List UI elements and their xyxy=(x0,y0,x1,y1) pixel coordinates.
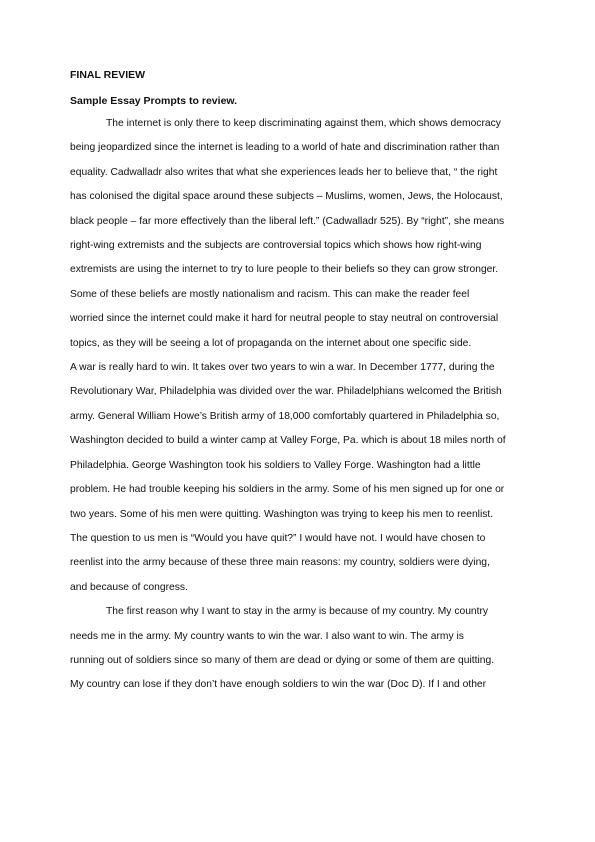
text-line: Some of these beliefs are mostly nationalism and racism. This can make the reader feel xyxy=(70,288,470,300)
text-line: needs me in the army. My country wants to win the war. I also want to win. The army is xyxy=(70,630,464,642)
text-line: The first reason why I want to stay in the army is because of my country. My country xyxy=(106,606,489,618)
text-line: Philadelphia. George Washington took his soldiers to Valley Forge. Washington had a little xyxy=(70,459,481,471)
text-line: reenlist into the army because of these three main reasons: my country, soldiers were dying, xyxy=(70,557,490,569)
text-line: right-wing extremists and the subjects are controversial topics which shows how right-wing xyxy=(70,240,482,252)
text-line: black people – far more effectively than the liberal left.” (Cadwalladr 525). By “right”, she means xyxy=(70,215,505,227)
text-line: My country can lose if they don’t have enough soldiers to win the war (Doc D). If I and other xyxy=(70,679,487,691)
essay-text xyxy=(70,112,530,698)
text-line: extremists are using the internet to try to lure people to their beliefs so they can grow stronger. xyxy=(70,264,499,276)
text-line: and because of congress. xyxy=(70,581,188,593)
text-line: running out of soldiers since so many of them are dead or dying or some of them are quitting. xyxy=(70,654,495,666)
document-subtitle: Sample Essay Prompts to review. xyxy=(70,95,238,107)
text-line: equality. Cadwalladr also writes that what she experiences leads her to believe that, “ the right xyxy=(70,166,498,178)
text-line: The question to us men is “Would you have quit?” I would have not. I would have chosen to xyxy=(70,532,486,544)
text-line: two years. Some of his men were quitting. Washington was trying to keep his men to reenlist. xyxy=(70,508,494,520)
text-line: worried since the internet could make it hard for neutral people to stay neutral on controversial xyxy=(70,313,499,325)
document-title: FINAL REVIEW xyxy=(70,69,146,81)
text-line: The internet is only there to keep discriminating against them, which shows democracy xyxy=(106,118,501,129)
text-line: Washington decided to build a winter camp at Valley Forge, Pa. which is about 18 miles north of xyxy=(70,435,506,447)
text-line: army. General William Howe’s British army of 18,000 comfortably quartered in Philadelphia so, xyxy=(70,410,500,422)
text-line: being jeopardized since the internet is leading to a world of hate and discrimination rather than xyxy=(70,142,500,154)
text-line: Revolutionary War, Philadelphia was divided over the war. Philadelphians welcomed the British xyxy=(70,386,502,398)
document-body xyxy=(70,68,530,698)
text-line: topics, as they will be seeing a lot of propaganda on the internet about one specific side. xyxy=(70,337,472,349)
text-line: problem. He had trouble keeping his soldiers in the army. Some of his men signed up for one or xyxy=(70,484,505,496)
text-line: A war is really hard to win. It takes over two years to win a war. In December 1777, during the xyxy=(70,362,495,374)
text-line: has colonised the digital space around these subjects – Muslims, women, Jews, the Holocaust, xyxy=(70,191,503,203)
